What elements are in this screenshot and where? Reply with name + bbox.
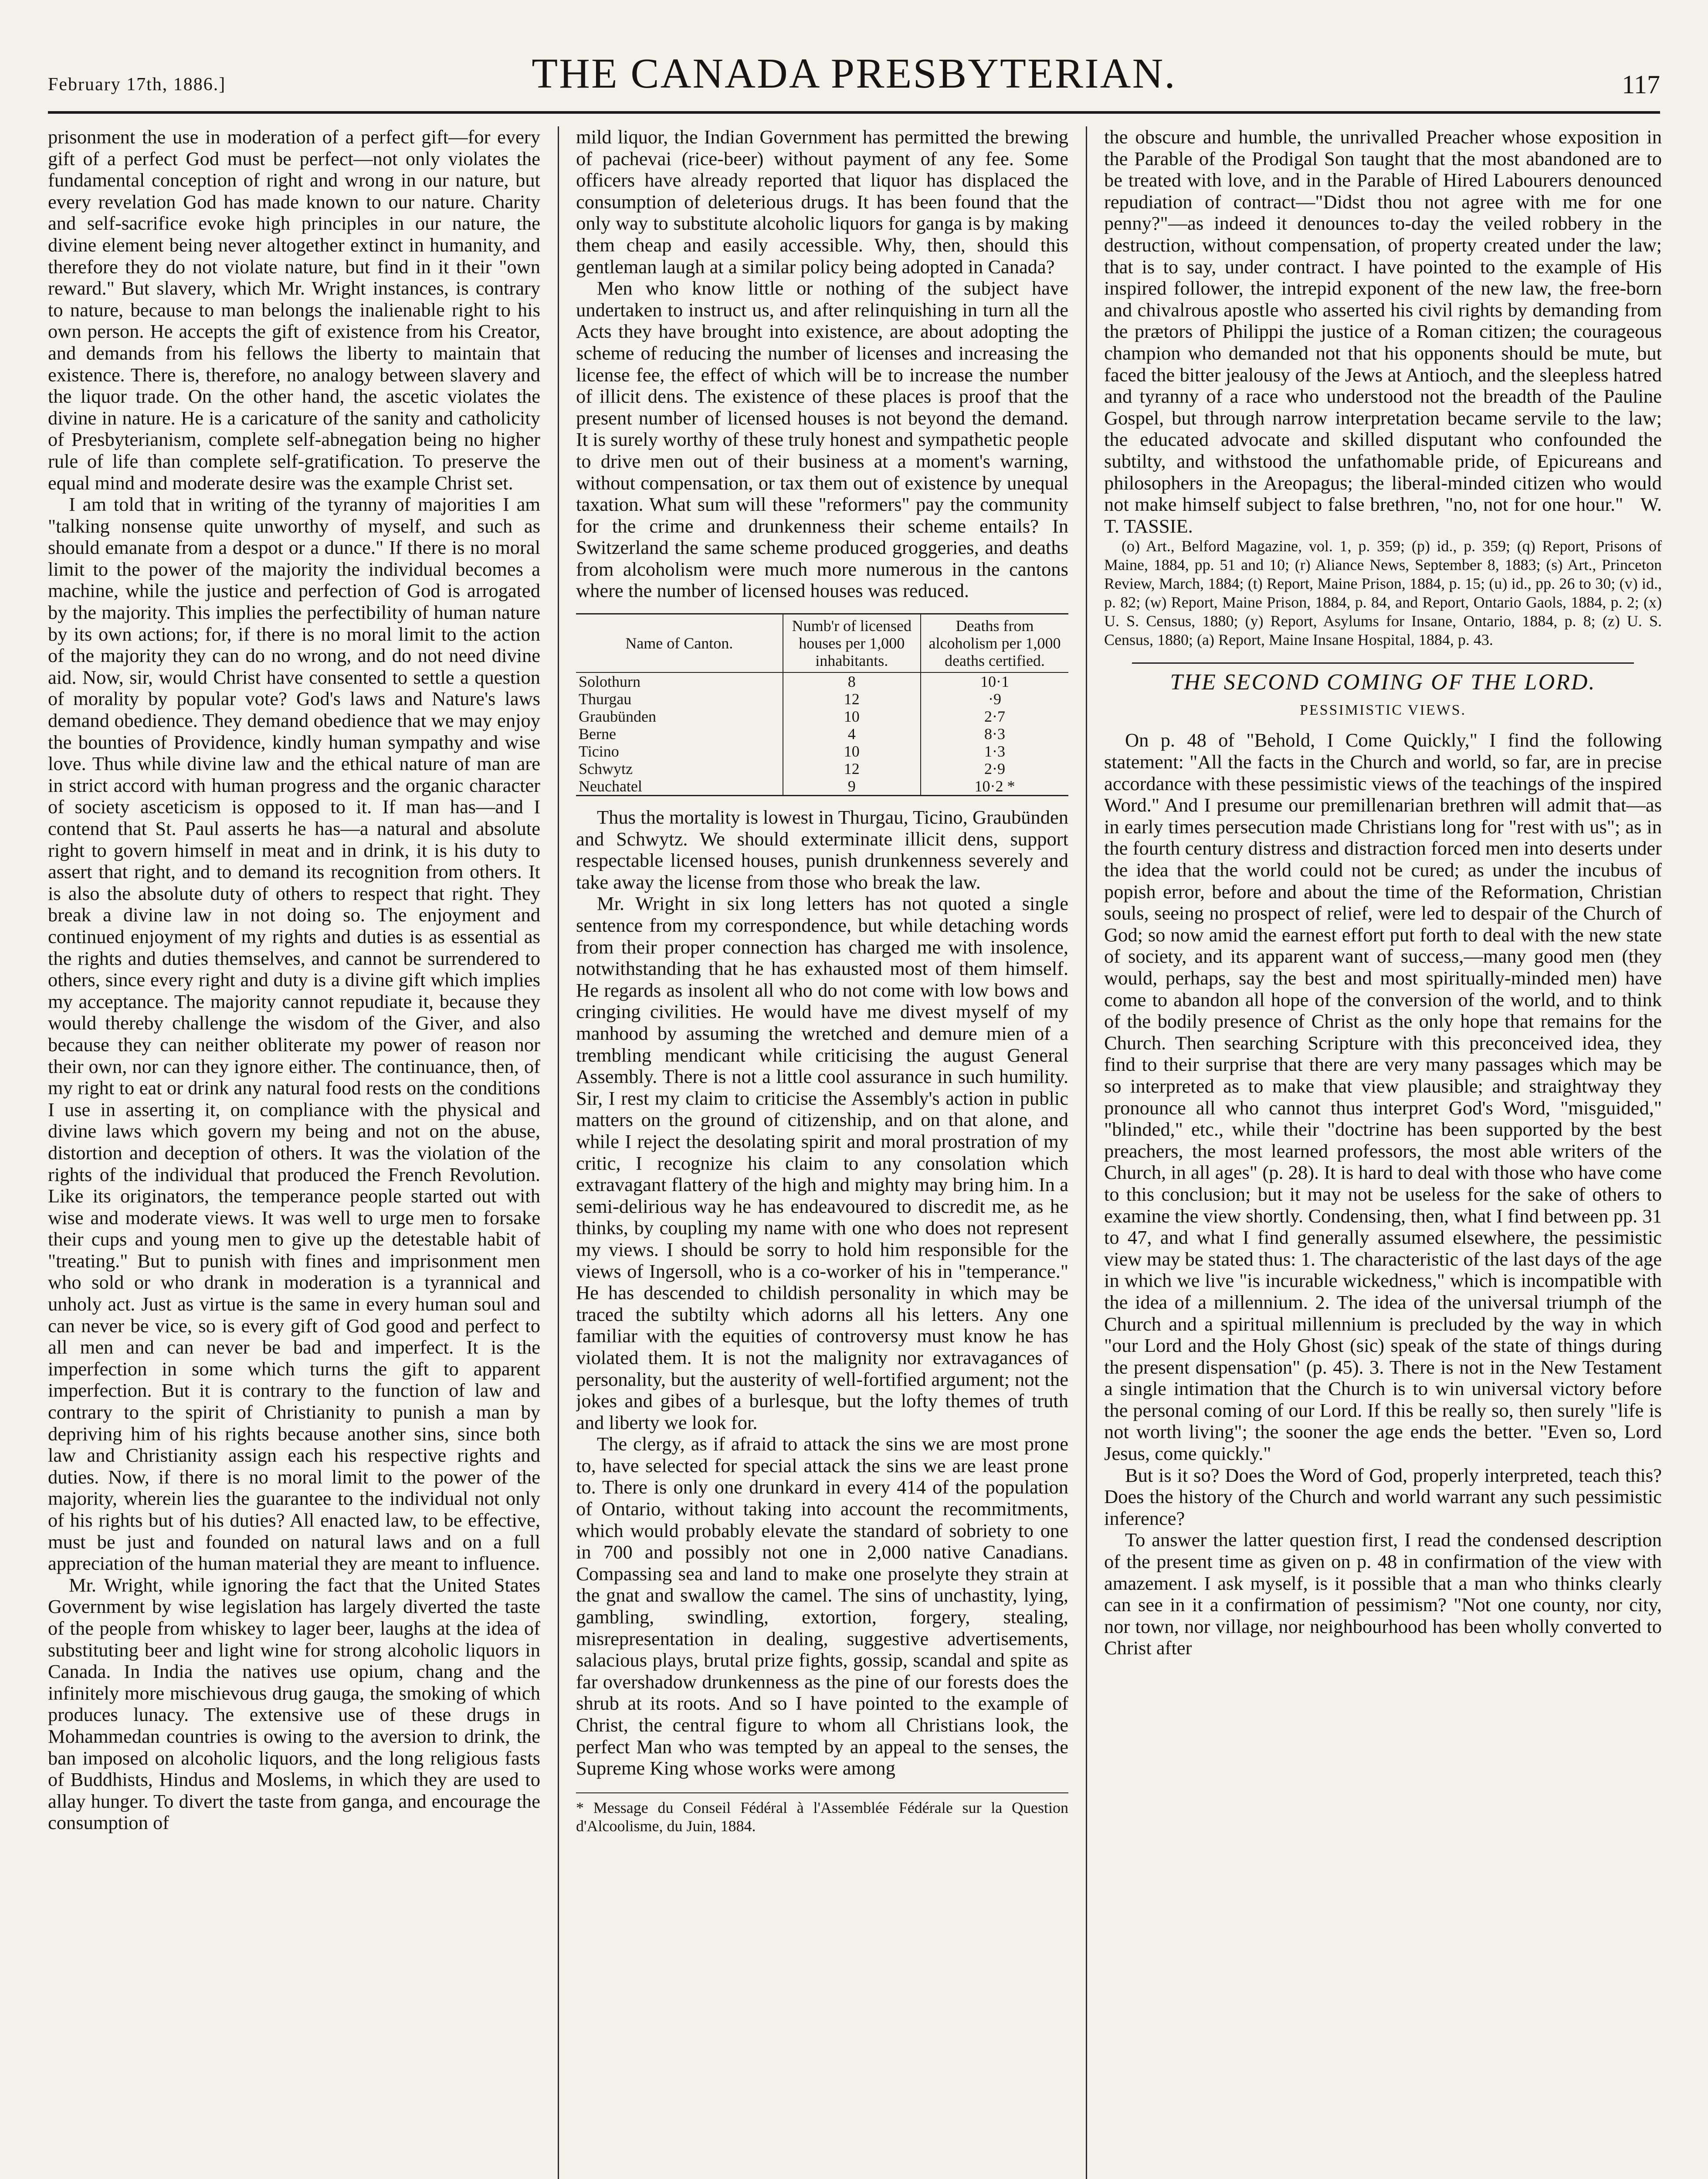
- alcohol-deaths: ·9: [921, 690, 1068, 708]
- alcohol-deaths: 10·1: [921, 672, 1068, 690]
- alcohol-deaths: 2·9: [921, 760, 1068, 777]
- licensed-houses: 12: [783, 760, 921, 777]
- alcohol-deaths: 2·7: [921, 708, 1068, 725]
- header-rule: [48, 111, 1660, 114]
- paragraph: To answer the latter question first, I read the condensed description of the present time as given on p. 48 in confirmation of the view with amazement. I ask myself, is it possible that a man who thinks clearly can see in it a confirmation of pessimism? "Not one county, nor city, nor town, nor village, nor neighbourhood has been wholly converted to Christ after: [1104, 1529, 1662, 1659]
- canton-name: Solothurn: [579, 673, 641, 691]
- canton-statistics-table: [576, 613, 1068, 796]
- issue-date: February 17th, 1886.]: [48, 75, 226, 95]
- paragraph: Men who know little or nothing of the subject have undertaken to instruct us, and after relinquishing in turn all the Acts they have brought into existence, are about adopting the scheme of reducing the number of licenses and increasing the license fee, the effect of which will be to increase the number of illicit dens. The existence of these places is proof that the present number of licensed houses is not beyond the demand. It is surely worthy of these truly honest and sympathetic people to drive men out of their business at a moment's warning, without compensation, or tax them out of existence by unequal taxation. What sum will these "reformers" pay the community for the crime and drunkenness their scheme entails? In Switzerland the same scheme produced groggeries, and deaths from alcoholism were much more numerous in the cantons where the number of licensed houses was reduced.: [576, 277, 1068, 602]
- paragraph-text: the obscure and humble, the unrivalled Preacher whose exposition in the Parable of the Prodigal Son taught that the most abandoned are to be treated with love, and in the Parable of Hired Labourers denounced repudiation of contract—"Didst thou not agree with me for one penny?"—as indeed it denounces to-day the veiled robbery in the destruction, without compensation, of property created under the law; that is to say, under contract. I have pointed to the example of His inspired follower, the intrepid exponent of the new law, the free-born and chivalrous apostle who asserted his civil rights by demanding from the prætors of Philippi the justice of a Roman citizen; the courageous champion who demanded not that his opponents should be mute, but faced the bitter jealousy of the Jews at Antioch, and the sleepless hatred and tyranny of a race who understood not the breadth of the Pauline Gospel, but through narrow interpretation became servile to the law; the educated advocate and skilled disputant who confounded the subtilty, and withstood the unfathomable pride, of Epicureans and philosophers in the Areopagus; the liberal-minded citizen who would not make himself subject to false brethren, "no, not for one hour.": [1104, 126, 1662, 516]
- licensed-houses: 4: [783, 725, 921, 743]
- table-row: [576, 777, 1068, 796]
- table-header: Deaths from alcoholism per 1,000 deaths certified.: [921, 614, 1068, 673]
- author-signature: W. T. TASSIE.: [1104, 493, 1662, 537]
- table-row: [576, 760, 1068, 777]
- canton-name: Thurgau: [579, 690, 632, 708]
- licensed-houses: 10: [783, 708, 921, 725]
- column-divider: [1086, 126, 1087, 2179]
- alcohol-deaths: 10·2 *: [921, 777, 1068, 796]
- column-2: [576, 126, 1068, 2179]
- table-row: [576, 672, 1068, 690]
- paragraph: [1104, 126, 1662, 537]
- canton-name: Schwytz: [579, 760, 633, 778]
- section-subtitle: PESSIMISTIC VIEWS.: [1299, 702, 1467, 718]
- newspaper-title: THE CANADA PRESBYTERIAN.: [532, 50, 1176, 97]
- alcohol-deaths: 8·3: [921, 725, 1068, 743]
- licensed-houses: 10: [783, 743, 921, 760]
- canton-name: Ticino: [579, 743, 619, 760]
- column-1: [48, 126, 540, 2179]
- paragraph: On p. 48 of "Behold, I Come Quickly," I find the following statement: "All the facts in the Church and world, so far, are in precise accordance with these pessimistic views of the teachings of the inspired Word." And I presume our premillenarian brethren will admit that—as in early times persecution made Christians long for "rest with us"; as in the fourth century distress and distraction forced men into deserts under the idea that the world could not be cured; as under the incubus of popish error, before and about the time of the Reformation, Christian souls, seeing no prospect of relief, were led to despair of the Church of God; so now amid the earnest effort put forth to deal with the new state of society, and its apparent want of success,—many good men (they would, perhaps, say the best and most spiritually-minded men) have come to abandon all hope of the conversion of the world, and to think of the bodily presence of Christ as the only hope that remains for the Church. Then searching Scripture with this preconceived idea, they find to their surprise that there are very many passages which may be so interpreted as to make that view plausible; and straightway they pronounce all who cannot thus interpret God's Word, "misguided," "blinded," etc., while their "doctrine has been supported by the best preachers, the most learned professors, the most able writers of the Church, in all ages" (p. 28). It is hard to deal with those who have come to this conclusion; but it may not be useless for the sake of others to examine the view shortly. Condensing, then, what I find between pp. 31 to 47, and what I find generally assumed elsewhere, the pessimistic view may be stated thus: 1. The characteristic of the last days of the age in which we live "is incurable wickedness," which is incompatible with the idea of a millennium. 2. The idea of the universal triumph of the Church and a spiritual millennium is precluded by the way in which "our Lord and the Holy Ghost (sic) speak of the state of things during the present dispensation" (p. 45). 3. There is not in the New Testament a single intimation that the Church is to win universal victory before the personal coming of our Lord. If this be really so, then surely "life is not worth living"; the sooner the age ends the better. "Even so, Lord Jesus, come quickly.": [1104, 729, 1662, 1465]
- table-header: Name of Canton.: [576, 614, 783, 673]
- table-row: [576, 725, 1068, 743]
- paragraph: I am told that in writing of the tyranny of majorities I am "talking nonsense quite unworthy of myself, and such as should emanate from a despot or a dunce." If there is no moral limit to the power of the majority the individual becomes a machine, while the justice and perfection of God is arrogated by the majority. This implies the perfectibility of human nature by its own actions; for, if there is no moral limit to the action of the majority they can do no wrong, and do not need divine aid. Now, sir, would Christ have consented to settle a question of morality by popular vote? God's laws and Nature's laws demand obedience. They demand obedience that we may enjoy the bounties of Providence, kindly human sympathy and wise love. Thus while divine law and the ethical nature of man are in strict accord with human progress and the organic character of society asceticism is opposed to it. If man has—and I contend that St. Paul asserts he has—a natural and absolute right to govern himself in meat and in drink, it is his duty to assert that right, and to demand its recognition from others. It is also the absolute duty of others to respect that right. They break a divine law in not doing so. The enjoyment and continued enjoyment of my rights and duties is as essential as the rights and duties themselves, and cannot be surrendered to others, since every right and duty is a divine gift which implies my acceptance. The majority cannot repudiate it, because they would thereby challenge the wisdom of the Giver, and also because they can neither obliterate my power of reason nor their own, nor can they ignore either. The continuance, then, of my right to eat or drink any natural food rests on the conditions I use in asserting it, on compliance with the physical and divine laws which govern my being and not on the abuse, distortion and deception of others. It was the violation of the rights of the individual that produced the French Revolution. Like its originators, the temperance people started out with wise and moderate views. It was well to urge men to forsake their cups and young men to give up the detestable habit of "treating." But to punish with fines and imprisonment men who sold or who drank in moderation is a tyrannical and unholy act. Just as virtue is the same in every human soul and can never be vice, so is every gift of God good and perfect to all men and can never be bad and imperfect. It is the imperfection in some which turns the gift to apparent imperfection. But it is contrary to the function of law and contrary to the spirit of Christianity to punish a man by depriving him of his rights because another sins, since both law and Christianity assign each his respective rights and duties. Now, if there is no moral limit to the power of the majority, wherein lies the guarantee to the individual not only of his rights but of his duties? All enacted law, to be effective, must be just and founded on natural laws and on a full appreciation of the human material they are meant to influence.: [48, 493, 540, 1575]
- paragraph: But is it so? Does the Word of God, properly interpreted, teach this? Does the history of the Church and world warrant any such pessimistic inference?: [1104, 1464, 1662, 1529]
- paragraph: Mr. Wright in six long letters has not quoted a single sentence from my correspondence, but while detaching words from their proper connection has charged me with insolence, notwithstanding that he has exhausted most of them himself. He regards as insolent all who do not come with low bows and cringing civilities. He would have me divest myself of my manhood by assuming the wretched and demure mien of a trembling mendicant while criticising the august General Assembly. There is not a little cool assurance in such humility. Sir, I rest my claim to criticise the Assembly's action in public matters on the ground of citizenship, and on that alone, and while I reject the desolating spirit and moral prostration of my critic, I recognize his claim to any consolation which extravagant flattery of the high and mighty may bring him. In a semi-delirious way he has endeavoured to discredit me, as he thinks, by coupling my name with one who does not represent my views. I should be sorry to hold him responsible for the views of Ingersoll, who is a co-worker of his in "temperance." He has descended to childish personality in which may be traced the subtilty which adorns all his letters. Any one familiar with the equities of controversy must know he has violated them. It is not the malignity nor extravagances of personality, but the austerity of well-fortified argument; not the jokes and gibes of a burlesque, but the lofty themes of truth and liberty we look for.: [576, 893, 1068, 1433]
- licensed-houses: 9: [783, 777, 921, 796]
- alcohol-deaths: 1·3: [921, 743, 1068, 760]
- paragraph: Thus the mortality is lowest in Thurgau, Ticino, Graubünden and Schwytz. We should exterminate illicit dens, support respectable licensed houses, punish drunkenness severely and take away the license from those who break the law.: [576, 806, 1068, 893]
- section-rule: [1132, 662, 1634, 664]
- paragraph: The clergy, as if afraid to attack the sins we are most prone to, have selected for special attack the sins we are least prone to. There is only one drunkard in every 414 of the population of Ontario, without taking into account the recommitments, which would probably elevate the standard of sobriety to one in 700 and possibly not one in 2,000 native Canadians. Compassing sea and land to make one proselyte they strain at the gnat and swallow the camel. The sins of unchastity, lying, gambling, swindling, extortion, forgery, stealing, misrepresentation in dealing, suggestive advertisements, salacious plays, brutal prize fights, gossip, scandal and spite as far overshadow drunkenness as the pine of our forests does the shrub at its roots. And so I have pointed to the example of Christ, the central figure to whom all Christians look, the perfect Man who was tempted by an appeal to the senses, the Supreme King whose works were among: [576, 1433, 1068, 1779]
- footnote: * Message du Conseil Fédéral à l'Assemblée Fédérale sur la Question d'Alcoolisme, du Juin, 1884.: [576, 1792, 1068, 1835]
- licensed-houses: 12: [783, 690, 921, 708]
- section-title: THE SECOND COMING OF THE LORD.: [1170, 670, 1596, 695]
- table-row: [576, 743, 1068, 760]
- column-3: [1104, 126, 1662, 2179]
- table-header: Numb'r of licensed houses per 1,000 inhabitants.: [783, 614, 921, 673]
- paragraph: prisonment the use in moderation of a perfect gift—for every gift of a perfect God must be perfect—not only violates the fundamental conception of right and wrong in our nature, but every revelation God has made known to our nature. Charity and self-sacrifice evoke high principles in our nature, the divine element being never altogether extinct in humanity, and therefore they do not violate nature, but find in it their "own reward." But slavery, which Mr. Wright instances, is contrary to nature, because to man belongs the inalienable right to his own person. He accepts the gift of existence from his Creator, and demands from his fellows the liberty to maintain that existence. There is, therefore, no analogy between slavery and the liquor trade. On the other hand, the ascetic violates the divine in nature. He is a caricature of the sanity and catholicity of Presbyterianism, complete self-abnegation being no higher rule of life than complete self-gratification. To preserve the equal mind and moderate desire was the example Christ set.: [48, 126, 540, 494]
- paragraph: mild liquor, the Indian Government has permitted the brewing of pachevai (rice-beer) without payment of any fee. Some officers have already reported that liquor has displaced the consumption of deleterious drugs. It has been found that the only way to substitute alcoholic liquors for ganga is by making them cheap and easily accessible. Why, then, should this gentleman laugh at a similar policy being adopted in Canada?: [576, 126, 1068, 278]
- page-number: 117: [1622, 70, 1660, 99]
- table-row: [576, 690, 1068, 708]
- licensed-houses: 8: [783, 672, 921, 690]
- canton-name: Graubünden: [579, 708, 656, 726]
- paragraph: Mr. Wright, while ignoring the fact that the United States Government by wise legislation has largely diverted the taste of the people from whiskey to lager beer, laughs at the idea of substituting beer and light wine for strong alcoholic liquors in Canada. In India the natives use opium, chang and the infinitely more mischievous drug gauga, the smoking of which produces lunacy. The extensive use of these drugs in Mohammedan countries is owing to the aversion to drink, the ban imposed on alcoholic liquors, and the long religious fasts of Buddhists, Hindus and Moslems, in which they are used to allay hunger. To divert the taste from ganga, and encourage the consumption of: [48, 1574, 540, 1834]
- page-header: [48, 24, 1660, 107]
- table-row: [576, 708, 1068, 725]
- column-divider: [558, 126, 559, 2179]
- canton-name: Berne: [579, 725, 616, 743]
- table-header-row: [576, 614, 1068, 673]
- references: (o) Art., Belford Magazine, vol. 1, p. 359; (p) id., p. 359; (q) Report, Prisons of Maine, 1884, pp. 51 and 10; (r) Aliance News, September 8, 1883; (s) Art., Princeton Review, March, 1884; (t) Report, Maine Prison, 1884, p. 15; (u) id., pp. 26 to 30; (v) id., p. 82; (w) Report, Maine Prison, 1884, p. 84, and Report, Ontario Gaols, 1884, p. 2; (x) U. S. Census, 1880; (y) Report, Asylums for Insane, Ontario, 1884, p. 8; (z) U. S. Census, 1880; (a) Report, Maine Insane Hospital, 1884, p. 43.: [1104, 537, 1662, 649]
- canton-name: Neuchatel: [579, 777, 642, 795]
